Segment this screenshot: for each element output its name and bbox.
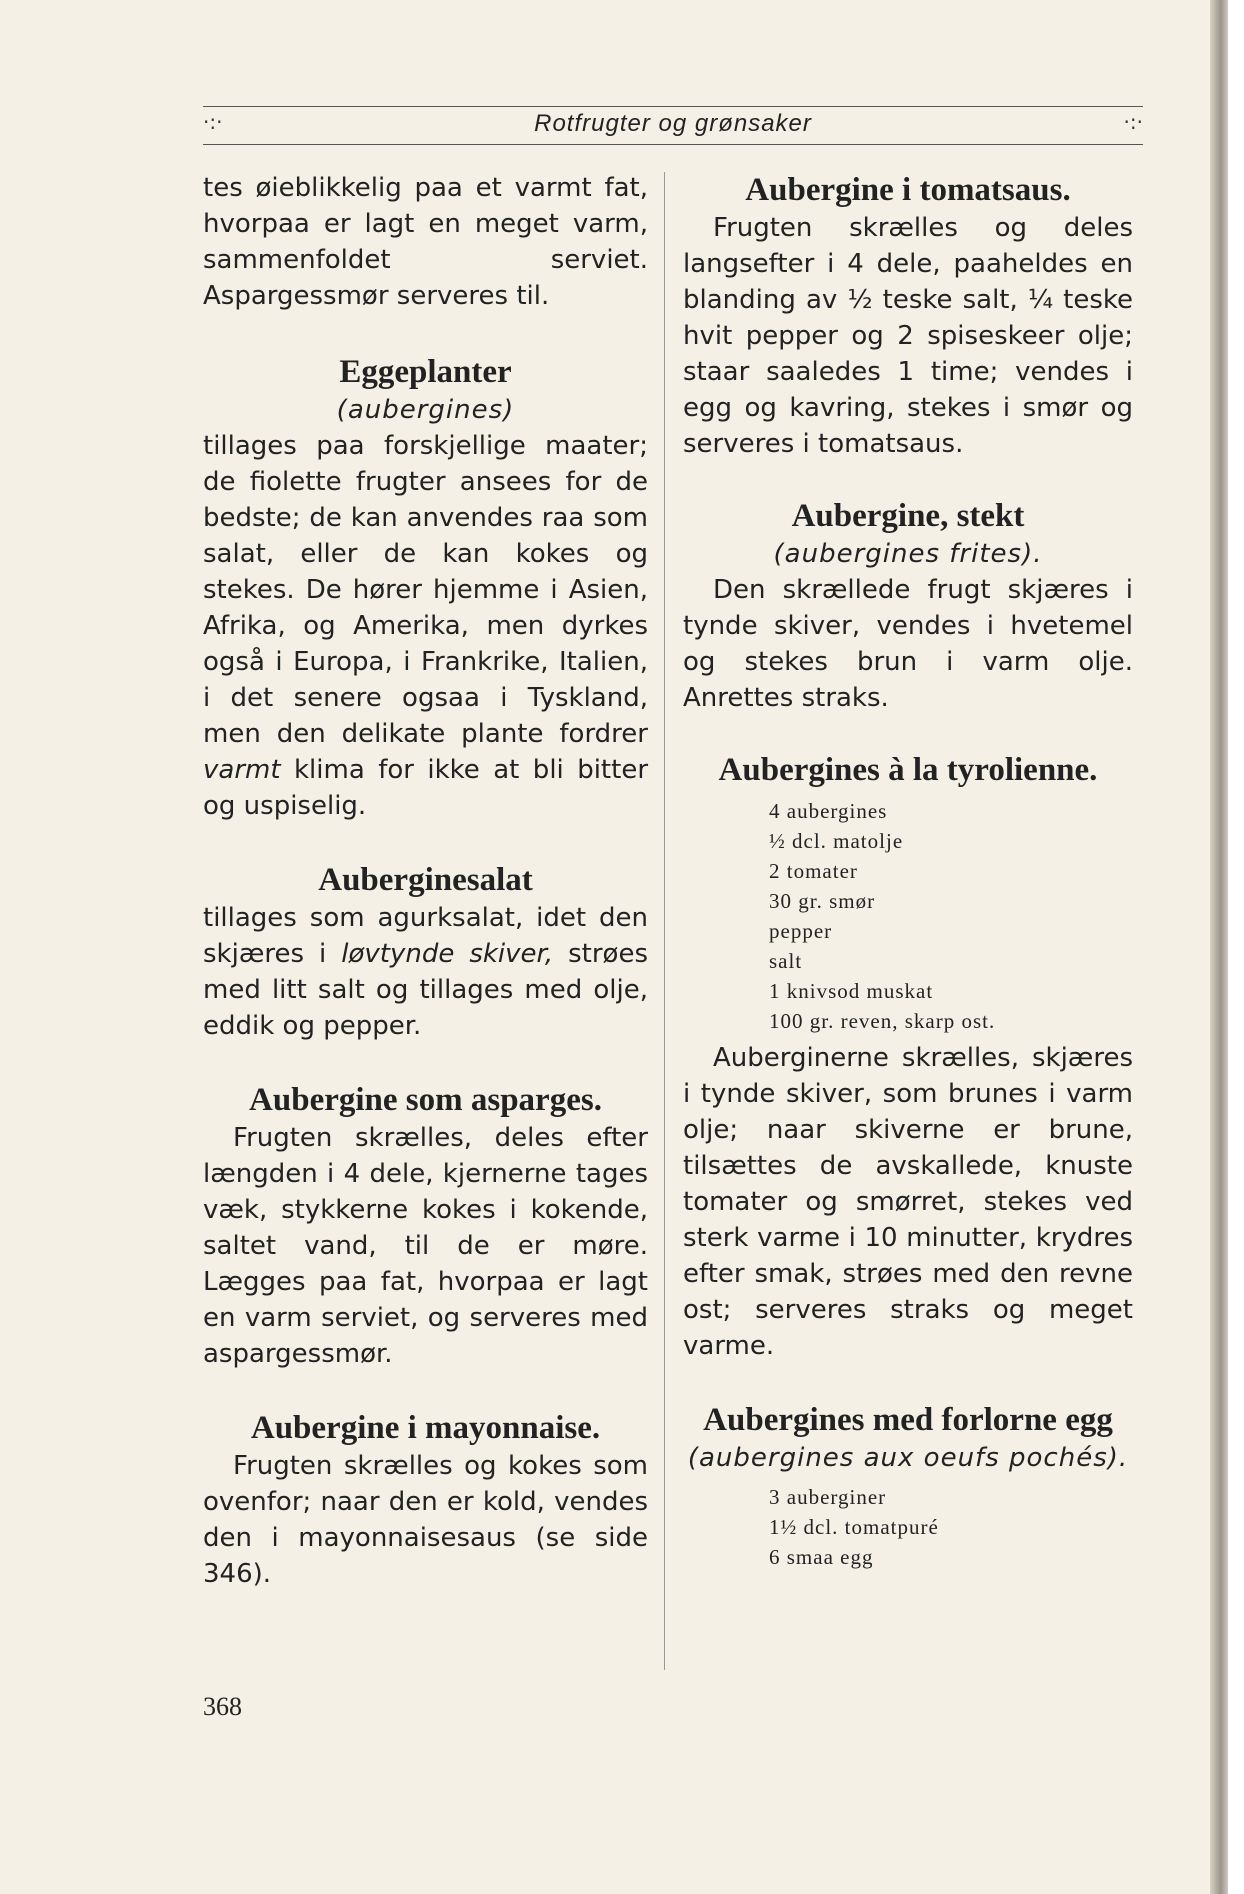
running-header [203,108,1143,144]
page-edge-shadow [1210,0,1228,1894]
ingredient-item: 30 gr. smør [769,889,876,913]
heading-auberginesalat: Auberginesalat [318,862,533,898]
ingredient-item: 100 gr. reven, skarp ost. [769,1009,996,1033]
ingredient-item: 6 smaa egg [769,1545,874,1569]
intro-paragraph: tes øieblikkelig paa et varmt fat, hvorpaa er lagt en meget varm, sammenfoldet serviet. Aspargessmør serveres til. [203,173,648,311]
header-rule-bottom [203,144,1143,145]
subheading-aubergines: (aubergines) [336,395,515,425]
paragraph-stekt: Den skrællede frugt skjæres i tynde skiver, vendes i hvetemel og stekes brun i varm olje. Anrettes straks. [683,575,1133,713]
column-divider [664,172,665,1670]
ingredient-item: 4 aubergines [769,799,888,823]
eggeplanter-text-b: klima for ikke at bli bitter og uspiselig. [203,755,649,821]
eggeplanter-text-a: tillages paa forskjellige maater; de fiolette frugter ansees for de bedste; de kan anvendes raa som salat, eller de kan kokes og stekes. De hører hjemme i Asien, Afrika, og Amerika, men dyrkes også i Europa, i Frankrike, Italien, i det senere ogsaa i Tyskland, men den delikate plante fordrer [203,431,648,749]
ingredient-item: ½ dcl. matolje [769,829,904,853]
auberginesalat-text-b: strøes med litt salt og tillages med olje, eddik og pepper. [203,939,648,1041]
ingredient-item: 1 knivsod muskat [769,979,934,1003]
paragraph-mayonnaise: Frugten skrælles og kokes som ovenfor; naar den er kold, vendes den i mayonnaisesaus (se side 346). [203,1451,648,1589]
heading-tomatsaus: Aubergine i tomatsaus. [745,172,1071,208]
left-column [203,170,648,1592]
ingredient-item: pepper [769,919,833,943]
auberginesalat-emphasis: løvtynde skiver, [341,939,554,969]
paragraph-auberginesalat [203,900,648,1044]
ingredient-list-tyrolienne [683,796,1133,1036]
heading-asparges: Aubergine som asparges. [249,1082,602,1118]
heading-forlorne-egg: Aubergines med forlorne egg [703,1402,1113,1438]
ingredient-list-forlorne [683,1482,1133,1572]
ornament-left-icon: ·:· [203,110,223,134]
ingredient-item: 1½ dcl. tomatpuré [769,1515,939,1539]
header-rule-top [203,106,1143,107]
subheading-oeufs-poches: (aubergines aux oeufs pochés). [687,1443,1129,1473]
heading-mayonnaise: Aubergine i mayonnaise. [250,1410,601,1446]
paragraph-tomatsaus: Frugten skrælles og deles langsefter i 4 dele, paaheldes en blanding av ½ teske salt, ¼ teske hvit pepper og 2 spiseskeer olje; staar saaledes 1 time; vendes i egg og kavring, stekes i smør og serveres i tomatsaus. [683,213,1133,459]
heading-stekt: Aubergine, stekt [791,498,1025,534]
paragraph-eggeplanter [203,428,648,824]
ingredient-item: 2 tomater [769,859,858,883]
eggeplanter-emphasis: varmt [203,755,281,785]
page-number: 368 [203,1692,242,1721]
paragraph-asparges: Frugten skrælles, deles efter længden i 4 dele, kjernerne tages væk, stykkerne kokes i kokende, saltet vand, til de er møre. Lægges paa fat, hvorpaa er lagt en varm serviet, og serveres med aspargessmør. [203,1123,648,1369]
ingredient-item: 3 auberginer [769,1485,887,1509]
heading-tyrolienne: Aubergines à la tyrolienne. [718,752,1098,788]
paragraph-tyrolienne: Auberginerne skrælles, skjæres i tynde skiver, som brunes i varm olje; naar skiverne er brune, tilsættes de avskallede, knuste tomater og smørret, stekes ved sterk varme i 10 minutter, krydres efter smak, strøes med den revne ost; serveres straks og meget varme. [683,1043,1133,1361]
right-column [683,170,1133,1576]
heading-eggeplanter: Eggeplanter [339,354,512,390]
subheading-frites: (aubergines frites). [773,539,1043,569]
ingredient-item: salt [769,949,803,973]
ornament-right-icon: ·:· [1123,110,1143,134]
auberginesalat-text-a: tillages som agurksalat, idet den skjæres i [203,903,648,969]
running-title: Rotfrugter og grønsaker [534,110,812,137]
